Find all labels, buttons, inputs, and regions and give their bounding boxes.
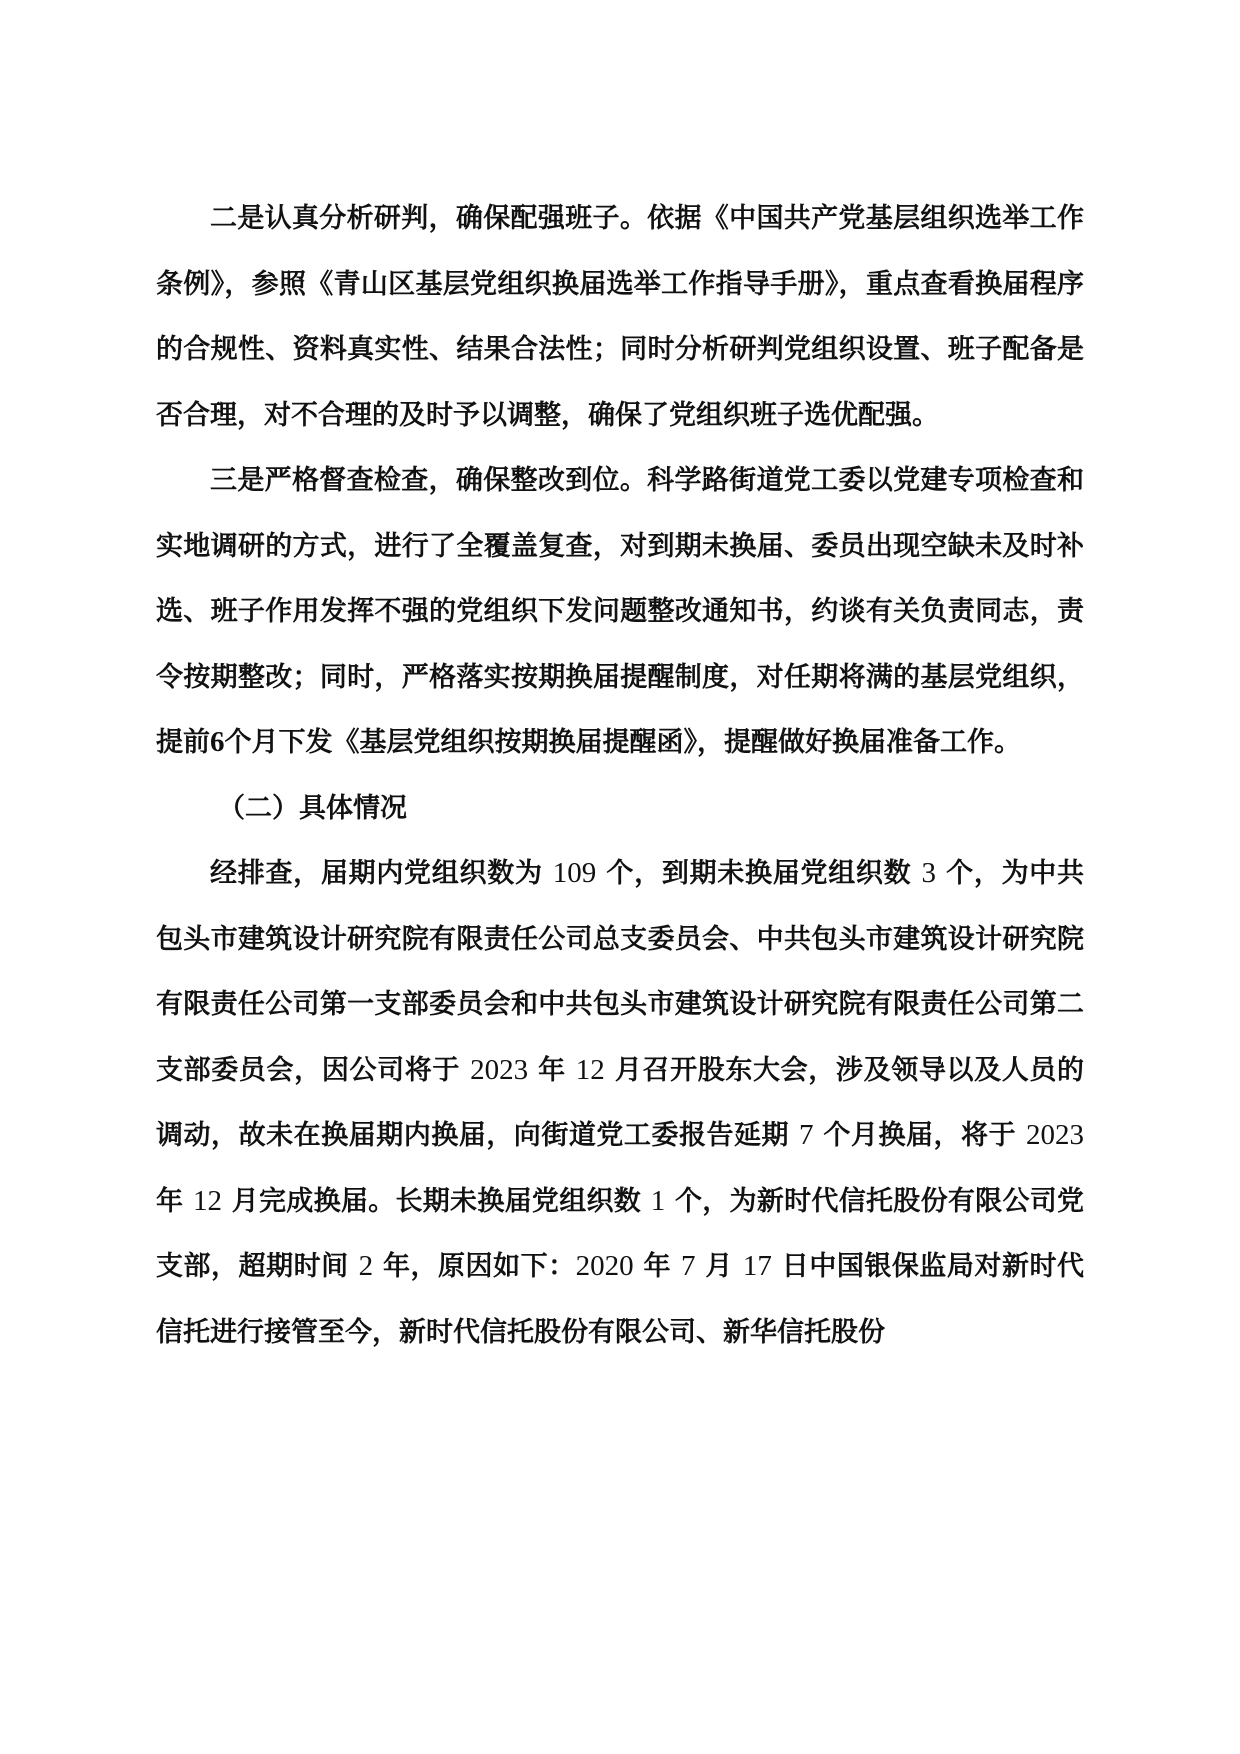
- number-day: 17: [742, 1250, 772, 1282]
- number-org-count: 109: [552, 857, 597, 889]
- text-segment: 个，为中共包头市建筑设计研究院有限责任公司总支委员会、中共包头市建筑设计研究院有限责任公司第一支部委员会和中共包头市建筑设计研究院有限责任公司第二支部委员会，因公司将于: [156, 858, 1085, 1086]
- number-year: 2023: [1026, 1119, 1085, 1151]
- text-segment: 年: [538, 1054, 566, 1086]
- paragraph-inspection-text-after: 个月下发《基层党组织按期换届提醒函》，提醒做好换届准备工作。: [224, 727, 1021, 758]
- paragraph-team-analysis: 二是认真分析研判，确保配强班子。依据《中国共产党基层组织选举工作条例》，参照《青山区基层党组织换届选举工作指导手册》，重点查看换届程序的合规性、资料真实性、结果合法性；同时分析研判党组织设置、班子配备是否合理，对不合理的及时予以调整，确保了党组织班子选优配强。: [156, 203, 1084, 431]
- number-month: 12: [193, 1184, 222, 1217]
- text-segment: 个，为新时代信托股份有限公司党支部，超期时间: [156, 1185, 1085, 1282]
- number-month: 7: [681, 1250, 696, 1282]
- number-expired-count: 3: [921, 857, 936, 889]
- months-ahead-number: 6: [210, 726, 225, 758]
- paragraph-inspection: [156, 448, 1084, 776]
- text-segment: 年，原因如下：: [382, 1251, 576, 1282]
- number-overdue-years: 2: [358, 1250, 374, 1282]
- text-segment: 个月换届，将于: [823, 1120, 1017, 1151]
- number-year: 2023: [470, 1053, 529, 1086]
- text-segment: 月: [705, 1251, 733, 1282]
- text-segment: 月召开股东大会，涉及领导以及人员的调动，故未在换届期内换届，向街道党工委报告延期: [156, 1054, 1085, 1151]
- number-month: 12: [575, 1053, 605, 1086]
- number-year: 2020: [575, 1250, 634, 1282]
- text-segment: 年: [156, 1185, 184, 1217]
- text-segment: 经排查，届期内党组织数为: [210, 858, 543, 889]
- section-heading: （二）具体情况: [218, 792, 407, 824]
- paragraph-details: [156, 841, 1084, 1365]
- text-segment: 月完成换届。长期未换届党组织数: [231, 1185, 642, 1217]
- paragraph-inspection-text-before: 三是严格督查检查，确保整改到位。科学路街道党工委以党建专项检查和实地调研的方式，进行了全覆盖复查，对到期未换届、委员出现空缺未及时补选、班子作用发挥不强的党组织下发问题整改通知书，约谈有关负责同志，责令按期整改；同时，严格落实按期换届提醒制度，对任期将满的基层党组织，提前: [156, 465, 1084, 758]
- document-page: [156, 186, 1084, 1365]
- text-segment: 个，到期未换届党组织数: [606, 858, 912, 889]
- number-long-term-count: 1: [650, 1184, 666, 1217]
- number-delay-months: 7: [798, 1119, 814, 1151]
- text-segment: 日中国银保监局对新时代信托进行接管至今，新时代信托股份有限公司、新华信托股份: [156, 1251, 1084, 1348]
- text-segment: 年: [643, 1251, 672, 1282]
